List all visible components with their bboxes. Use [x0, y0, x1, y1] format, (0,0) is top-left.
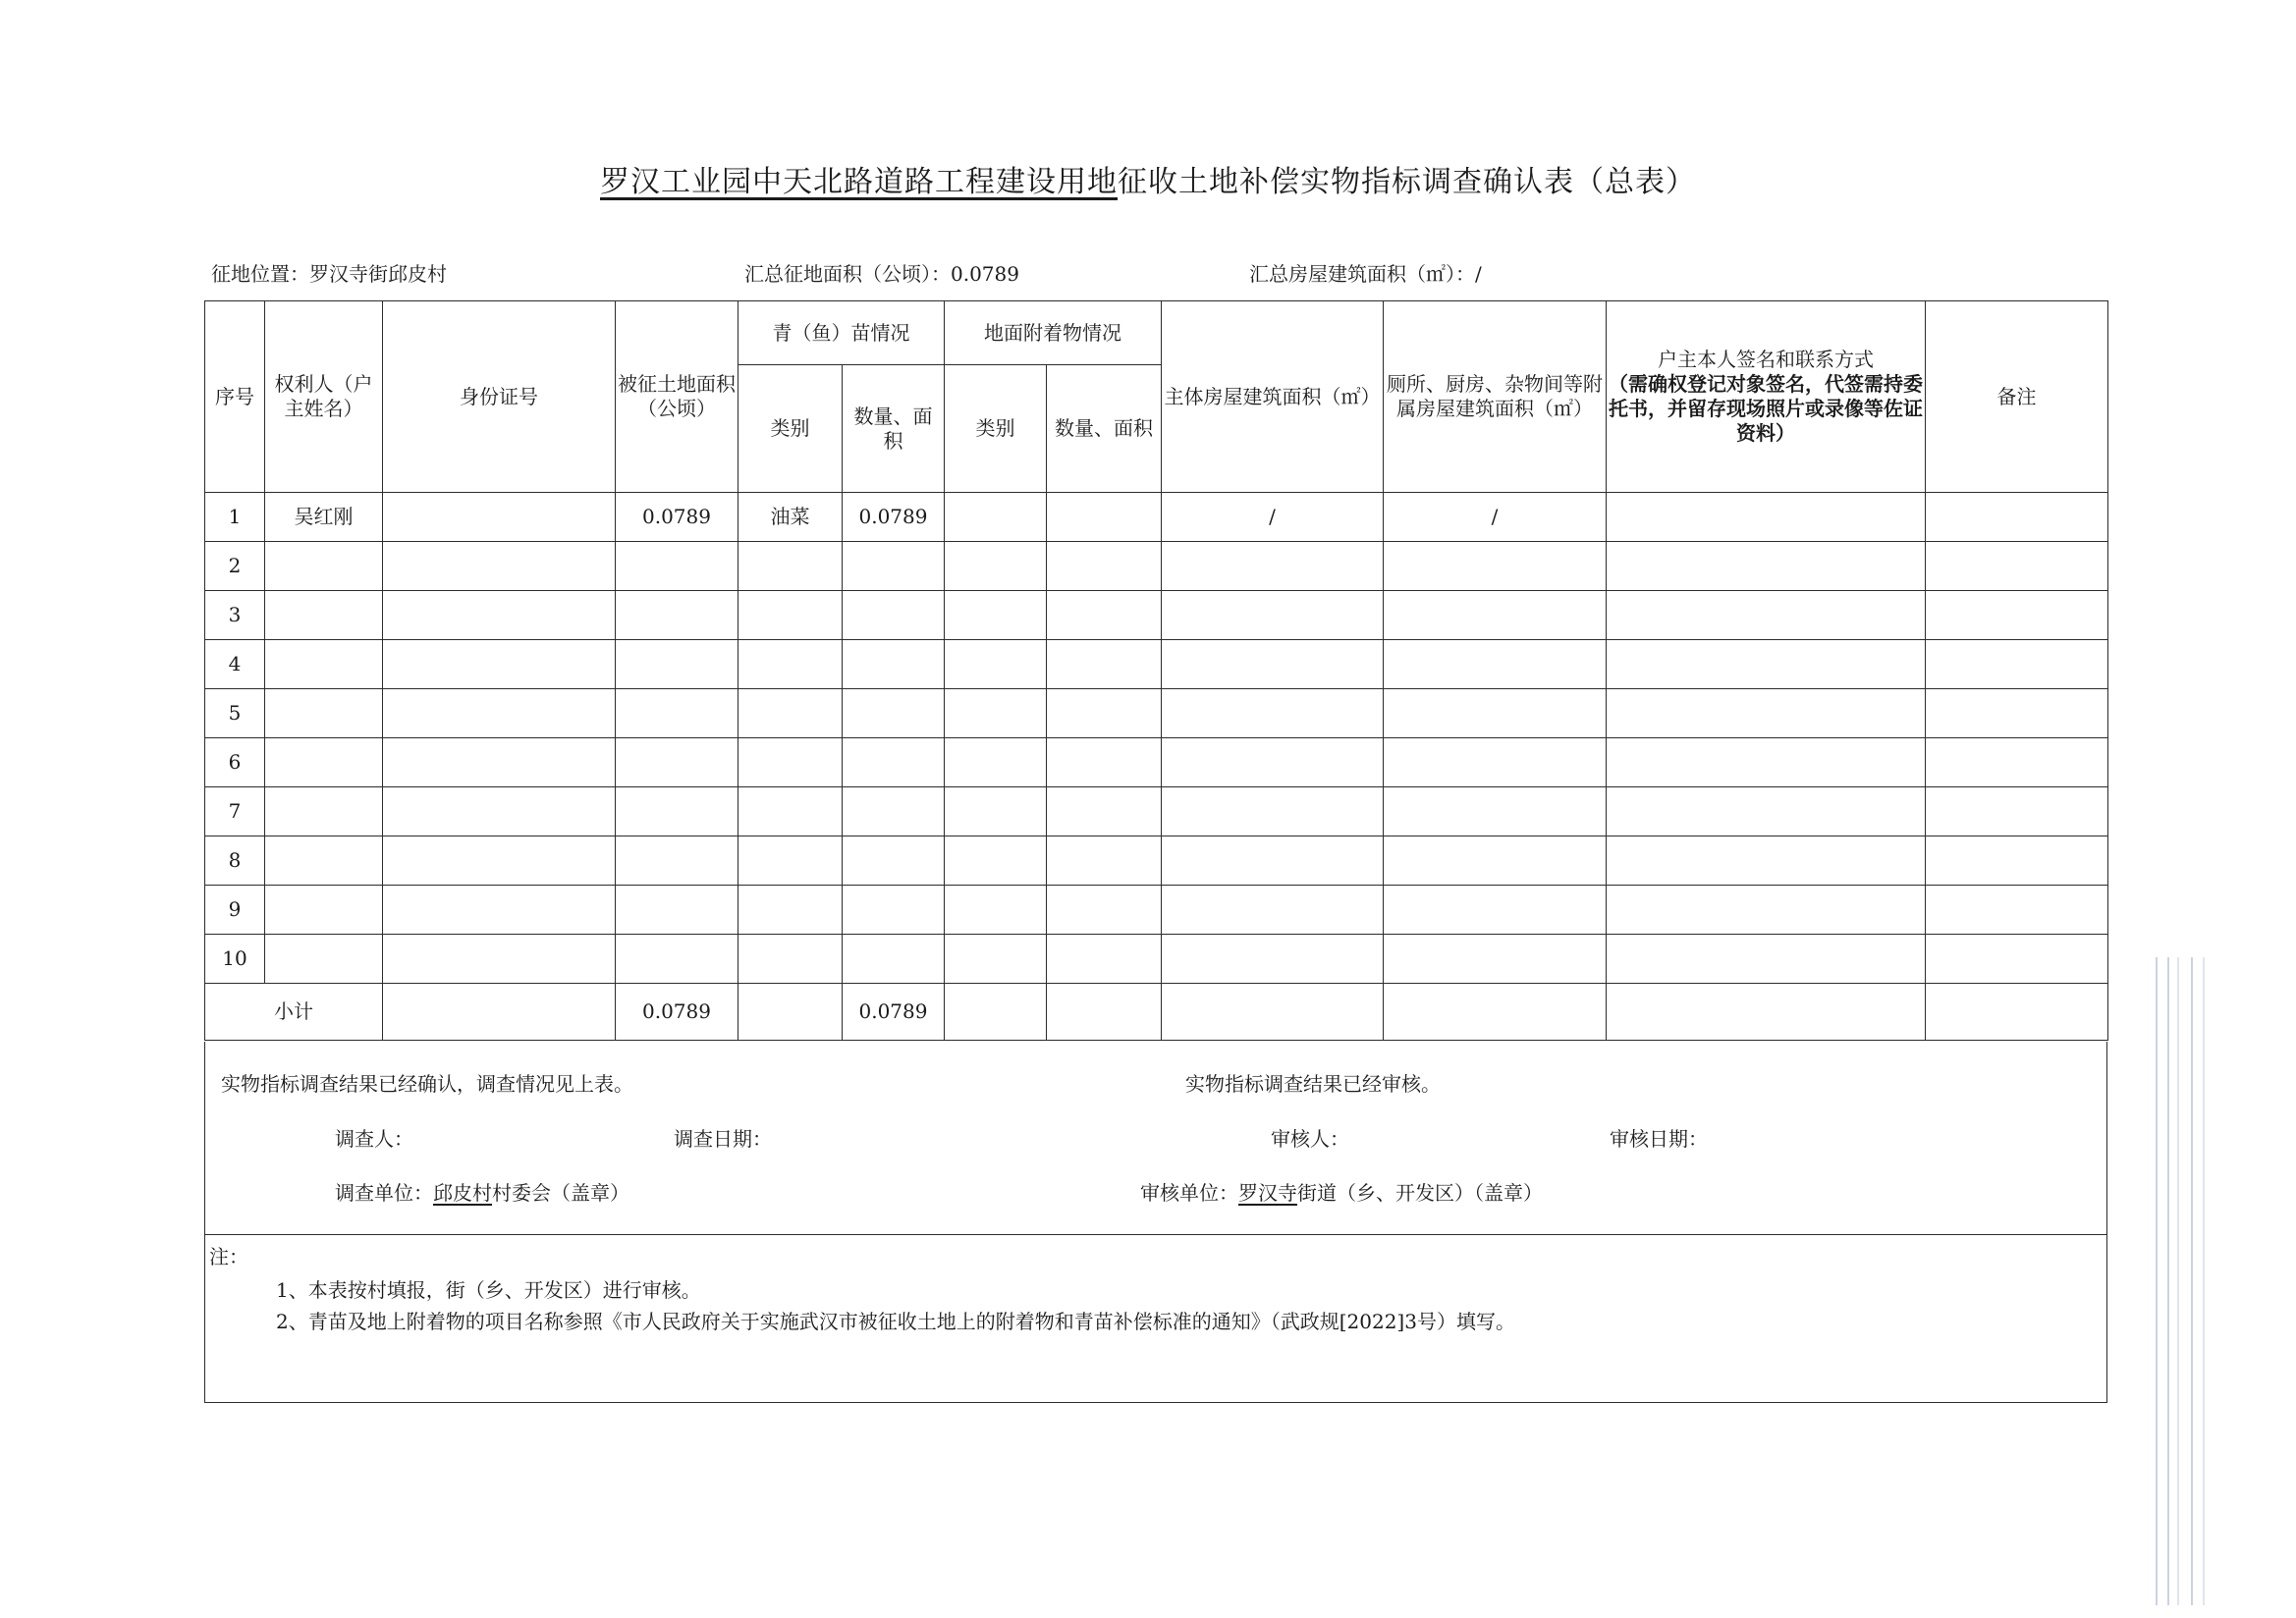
cell-crop-type [738, 935, 843, 984]
cell-crop-type: 油菜 [738, 493, 843, 542]
cell-crop-qty [843, 542, 945, 591]
cell-signature [1607, 591, 1926, 640]
cell-aux-building [1384, 542, 1607, 591]
cell-remark [1926, 738, 2108, 787]
header-land-area: 被征土地面积（公顷） [616, 301, 738, 493]
cell-remark [1926, 886, 2108, 935]
cell-area [616, 886, 738, 935]
cell-main-building [1162, 591, 1384, 640]
cell-attach-qty [1047, 689, 1162, 738]
subtotal-remark [1926, 984, 2108, 1041]
cell-crop-qty [843, 738, 945, 787]
review-confirm-statement: 实物指标调查结果已经审核。 [1185, 1072, 1441, 1096]
subtotal-crop-qty: 0.0789 [843, 984, 945, 1041]
subtotal-area: 0.0789 [616, 984, 738, 1041]
cell-crop-type [738, 542, 843, 591]
table-row [205, 836, 2108, 886]
cell-area [616, 542, 738, 591]
subtotal-id [383, 984, 616, 1041]
header-id: 身份证号 [383, 301, 616, 493]
table-row [205, 935, 2108, 984]
cell-id [383, 689, 616, 738]
header-attach-qty: 数量、面积 [1047, 365, 1162, 493]
table-row [205, 787, 2108, 836]
review-unit-label: 审核单位： [1140, 1181, 1238, 1205]
header-attach-category: 类别 [945, 365, 1047, 493]
cell-attach-type [945, 591, 1047, 640]
cell-owner [265, 738, 383, 787]
cell-area [616, 591, 738, 640]
title-form: 征收土地补偿实物指标调查确认表（总表） [1118, 165, 1696, 199]
cell-attach-type [945, 935, 1047, 984]
cell-seq: 1 [205, 493, 265, 542]
cell-aux-building [1384, 738, 1607, 787]
cell-id [383, 542, 616, 591]
header-attach-group: 地面附着物情况 [945, 301, 1162, 365]
cell-aux-building [1384, 640, 1607, 689]
cell-id [383, 493, 616, 542]
cell-attach-type [945, 493, 1047, 542]
meta-total-area: 汇总征地面积（公顷）：0.0789 [744, 262, 1019, 286]
cell-attach-type [945, 640, 1047, 689]
reviewer-label: 审核人： [1271, 1127, 1349, 1151]
cell-remark [1926, 640, 2108, 689]
subtotal-crop-type [738, 984, 843, 1041]
cell-aux-building [1384, 591, 1607, 640]
cell-signature [1607, 738, 1926, 787]
meta-total-building: 汇总房屋建筑面积（㎡）：/ [1249, 262, 1482, 286]
header-row-1 [205, 301, 2108, 365]
header-seq: 序号 [205, 301, 265, 493]
review-date-label: 审核日期： [1610, 1127, 1708, 1151]
cell-remark [1926, 787, 2108, 836]
cell-aux-building [1384, 787, 1607, 836]
cell-area: 0.0789 [616, 493, 738, 542]
cell-id [383, 836, 616, 886]
cell-crop-type [738, 836, 843, 886]
cell-seq: 10 [205, 935, 265, 984]
cell-seq: 8 [205, 836, 265, 886]
survey-unit-label: 调查单位： [335, 1181, 433, 1205]
header-owner: 权利人（户主姓名） [265, 301, 383, 493]
notes-block [204, 1235, 2107, 1403]
cell-owner [265, 591, 383, 640]
table-row [205, 493, 2108, 542]
cell-crop-qty [843, 886, 945, 935]
cell-attach-type [945, 836, 1047, 886]
cell-crop-type [738, 886, 843, 935]
surveyor-label: 调查人： [335, 1127, 413, 1151]
header-aux-building: 厕所、厨房、杂物间等附属房屋建筑面积（㎡） [1384, 301, 1607, 493]
survey-unit-suffix: 村委会（盖章） [492, 1181, 629, 1205]
page-title [0, 157, 2296, 200]
signature-note: （需确权登记对象签名，代签需持委托书，并留存现场照片或录像等佐证资料） [1609, 372, 1923, 445]
cell-owner [265, 542, 383, 591]
header-main-building: 主体房屋建筑面积（㎡） [1162, 301, 1384, 493]
cell-attach-qty [1047, 591, 1162, 640]
survey-table [204, 300, 2108, 1041]
cell-remark [1926, 836, 2108, 886]
table-row [205, 591, 2108, 640]
title-project: 罗汉工业园中天北路道路工程建设用地 [600, 165, 1118, 199]
table-row [205, 542, 2108, 591]
cell-owner [265, 836, 383, 886]
table-row [205, 689, 2108, 738]
cell-main-building: / [1162, 493, 1384, 542]
cell-signature [1607, 689, 1926, 738]
survey-confirm-statement: 实物指标调查结果已经确认，调查情况见上表。 [221, 1072, 633, 1096]
cell-main-building [1162, 640, 1384, 689]
cell-crop-qty [843, 591, 945, 640]
subtotal-row [205, 984, 2108, 1041]
cell-crop-qty [843, 640, 945, 689]
review-unit-suffix: 街道（乡、开发区）（盖章） [1297, 1181, 1543, 1205]
cell-main-building [1162, 886, 1384, 935]
cell-id [383, 640, 616, 689]
cell-main-building [1162, 689, 1384, 738]
cell-seq: 3 [205, 591, 265, 640]
cell-crop-qty [843, 787, 945, 836]
cell-signature [1607, 493, 1926, 542]
cell-seq: 2 [205, 542, 265, 591]
cell-area [616, 836, 738, 886]
cell-remark [1926, 542, 2108, 591]
subtotal-signature [1607, 984, 1926, 1041]
cell-signature [1607, 836, 1926, 886]
header-remark: 备注 [1926, 301, 2108, 493]
cell-signature [1607, 640, 1926, 689]
note-2: 2、青苗及地上附着物的项目名称参照《市人民政府关于实施武汉市被征收土地上的附着物和青苗补偿标准的通知》（武政规[2022]3号）填写。 [276, 1310, 1515, 1333]
scan-artifact [2156, 957, 2214, 1605]
cell-area [616, 935, 738, 984]
cell-signature [1607, 542, 1926, 591]
cell-attach-type [945, 542, 1047, 591]
cell-owner [265, 689, 383, 738]
cell-signature [1607, 935, 1926, 984]
cell-crop-type [738, 591, 843, 640]
note-1: 1、本表按村填报，街（乡、开发区）进行审核。 [276, 1278, 701, 1302]
subtotal-attach-type [945, 984, 1047, 1041]
cell-main-building [1162, 542, 1384, 591]
cell-remark [1926, 689, 2108, 738]
cell-id [383, 738, 616, 787]
cell-crop-qty: 0.0789 [843, 493, 945, 542]
header-crop-group: 青（鱼）苗情况 [738, 301, 945, 365]
cell-attach-qty [1047, 640, 1162, 689]
header-signature [1607, 301, 1926, 493]
cell-signature [1607, 886, 1926, 935]
header-crop-category: 类别 [738, 365, 843, 493]
cell-remark [1926, 591, 2108, 640]
cell-aux-building [1384, 689, 1607, 738]
cell-seq: 5 [205, 689, 265, 738]
cell-id [383, 886, 616, 935]
signature-title: 户主本人签名和联系方式 [1658, 348, 1874, 371]
cell-aux-building [1384, 886, 1607, 935]
table-row [205, 640, 2108, 689]
confirmation-block [204, 1042, 2107, 1235]
cell-area [616, 640, 738, 689]
cell-attach-qty [1047, 542, 1162, 591]
cell-crop-type [738, 738, 843, 787]
cell-remark [1926, 493, 2108, 542]
notes-label: 注： [209, 1245, 248, 1268]
cell-signature [1607, 787, 1926, 836]
cell-owner [265, 640, 383, 689]
table-row [205, 738, 2108, 787]
cell-seq: 7 [205, 787, 265, 836]
cell-attach-qty [1047, 836, 1162, 886]
cell-area [616, 787, 738, 836]
cell-area [616, 738, 738, 787]
cell-main-building [1162, 787, 1384, 836]
header-crop-qty: 数量、面积 [843, 365, 945, 493]
cell-attach-qty [1047, 787, 1162, 836]
cell-crop-qty [843, 935, 945, 984]
cell-attach-type [945, 787, 1047, 836]
cell-attach-type [945, 738, 1047, 787]
cell-crop-type [738, 640, 843, 689]
cell-main-building [1162, 836, 1384, 886]
cell-main-building [1162, 935, 1384, 984]
cell-owner [265, 935, 383, 984]
cell-remark [1926, 935, 2108, 984]
survey-unit-name: 邱皮村 [433, 1181, 492, 1205]
cell-id [383, 787, 616, 836]
review-unit-name: 罗汉寺 [1238, 1181, 1297, 1205]
table-row [205, 886, 2108, 935]
subtotal-attach-qty [1047, 984, 1162, 1041]
cell-seq: 6 [205, 738, 265, 787]
cell-owner [265, 886, 383, 935]
cell-crop-qty [843, 689, 945, 738]
subtotal-label: 小计 [205, 984, 383, 1041]
survey-date-label: 调查日期： [674, 1127, 772, 1151]
subtotal-aux-building [1384, 984, 1607, 1041]
cell-crop-qty [843, 836, 945, 886]
cell-seq: 9 [205, 886, 265, 935]
review-unit [1140, 1177, 1543, 1206]
cell-attach-qty [1047, 738, 1162, 787]
subtotal-main-building [1162, 984, 1384, 1041]
cell-aux-building [1384, 836, 1607, 886]
cell-main-building [1162, 738, 1384, 787]
cell-attach-qty [1047, 493, 1162, 542]
cell-id [383, 591, 616, 640]
cell-attach-type [945, 689, 1047, 738]
cell-area [616, 689, 738, 738]
cell-attach-qty [1047, 935, 1162, 984]
cell-owner: 吴红刚 [265, 493, 383, 542]
cell-owner [265, 787, 383, 836]
meta-location: 征地位置：罗汉寺街邱皮村 [211, 262, 447, 286]
cell-crop-type [738, 689, 843, 738]
cell-seq: 4 [205, 640, 265, 689]
cell-crop-type [738, 787, 843, 836]
cell-aux-building [1384, 935, 1607, 984]
survey-unit [335, 1177, 629, 1206]
cell-id [383, 935, 616, 984]
cell-aux-building: / [1384, 493, 1607, 542]
cell-attach-qty [1047, 886, 1162, 935]
cell-attach-type [945, 886, 1047, 935]
